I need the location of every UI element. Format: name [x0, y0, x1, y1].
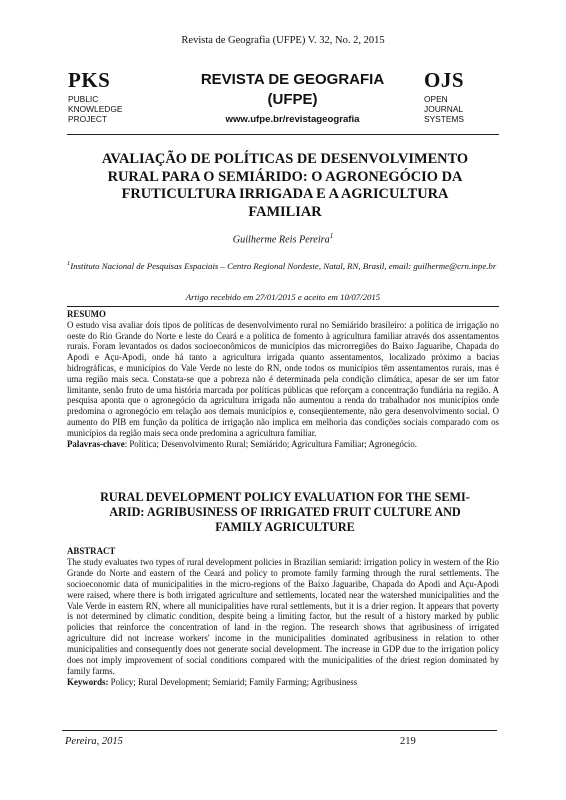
- journal-title: REVISTA DE GEOGRAFIA: [200, 71, 385, 88]
- pks-line: PROJECT: [68, 114, 108, 124]
- abstract-heading: ABSTRACT: [67, 546, 116, 556]
- journal-title-sub: (UFPE): [267, 91, 318, 108]
- author: [0, 232, 566, 245]
- title-line: RURAL DEVELOPMENT POLICY EVALUATION FOR THE SEMI-: [100, 490, 470, 504]
- pks-line: PUBLIC: [68, 94, 99, 104]
- resumo-heading: RESUMO: [67, 309, 106, 319]
- article-title-en: [70, 490, 500, 535]
- ojs-line: SYSTEMS: [424, 114, 465, 124]
- ojs-line: OPEN: [424, 94, 448, 104]
- running-header: Revista de Geografia (UFPE) V. 32, No. 2, 2015: [181, 35, 385, 46]
- masthead-divider: [67, 134, 499, 135]
- title-line: RURAL PARA O SEMIÁRIDO: O AGRONEGÓCIO DA: [107, 168, 463, 185]
- ojs-logo: OJS: [424, 68, 465, 92]
- affiliation: [67, 258, 499, 272]
- article-dates: Artigo recebido em 27/01/2015 e aceito em 10/07/2015: [185, 292, 381, 302]
- title-line: FRUTICULTURA IRRIGADA E A AGRICULTURA: [121, 186, 449, 202]
- keywords: [67, 677, 499, 688]
- abstract-section: [67, 546, 499, 688]
- resumo-divider: [67, 306, 499, 307]
- affiliation-text: Instituto Nacional de Pesquisas Espaciais – Centro Regional Nordeste, Natal, RN, Brasil, email: guilherme@crn.inpe.br: [70, 260, 497, 271]
- article-title-pt: [70, 151, 500, 221]
- author-name: Guilherme Reis Pereira: [232, 234, 330, 246]
- footer-divider: [62, 730, 497, 731]
- keywords-text: : Política; Desenvolvimento Rural; Semiárido; Agricultura Familiar; Agronegócio.: [124, 438, 418, 449]
- ojs-line: JOURNAL: [424, 104, 464, 114]
- title-line: FAMILIAR: [248, 203, 322, 220]
- journal-masthead: [180, 70, 405, 125]
- title-line: FAMILY AGRICULTURE: [215, 520, 355, 534]
- pks-logo-block: [68, 70, 122, 124]
- keywords-label: Palavras-chave: [67, 438, 125, 449]
- resumo-body: O estudo visa avaliar dois tipos de políticas de desenvolvimento rural no Semiárido brasileiro: a política de irrigação no oeste do Rio Grande do Norte e leste do Ceará e a política de fomento à agricultura familiar através dos assentamentos rurais. Foram levantados os dados socioeconômicos de municípios das microrregiões do Baixo Jaguaribe, Chapada do Apodi e Açu-Apodi, onde há tanto a agricultura irrigada quanto assentamentos, localizado próximo a bacias hidrográficas, e municípios do Vale Verde no leste do RN, onde todos os municípios têm assentamentos rurais, mas é uma região mais seca. Constata-se que a pobreza não é determinada pela condição climática, apesar de ser um fator limitante, senão fruto de uma história marcada por políticas públicas que reforçam a concentração fundiária na região. A pesquisa aponta que o agronegócio da agricultura irrigada não aumentou a renda do trabalhador nos municípios onde predomina o agronegócio em relação aos demais municípios e, conseqüentemente, não gera desenvolvimento social. O aumento do PIB em função da política de irrigação não implica em melhoria das condições sociais comparado com os municípios da região mais seca onde predomina a agricultura familiar.: [67, 319, 499, 438]
- author-sup: 1: [329, 232, 334, 240]
- palavras-chave: [67, 439, 499, 450]
- title-line: AVALIAÇÃO DE POLÍTICAS DE DESENVOLVIMENTO: [101, 151, 469, 167]
- title-line: ARID: AGRIBUSINESS OF IRRIGATED FRUIT CULTURE AND: [109, 505, 461, 519]
- resumo-section: [67, 309, 499, 449]
- keywords-text: Policy; Rural Development; Semiarid; Family Farming; Agribusiness: [108, 676, 358, 687]
- footer-author: Pereira, 2015: [65, 736, 123, 747]
- keywords-label: Keywords:: [67, 676, 109, 687]
- page-number: 219: [400, 736, 416, 747]
- ojs-logo-block: [424, 70, 464, 124]
- journal-url: www.ufpe.br/revistageografia: [225, 114, 360, 125]
- pks-logo: PKS: [68, 68, 111, 92]
- affiliation-sup: 1: [67, 260, 71, 267]
- abstract-body: The study evaluates two types of rural development policies in Brazilian semiarid: irrigation policy in western of the Rio Grande do Norte and eastern of the Ceará and policy to promote family farming through the rural settlements. The socioeconomic data of municipalities in the micro-regions of the Baixo Jaguaribe, Chapada do Apodi and Açu-Apodi were raised, where there is both irrigated agriculture and settlements, located near the watershed municipalities and the Vale Verde in eastern RN, where all municipalities have rural settlements, but it is a drier region. It appears that poverty is not determined by climatic condition, despite being a limiting factor, but the result of a history marked by public policies that reinforce the concentration of land in the region. The research shows that agribusiness of irrigated agriculture did not increase workers' income in the municipalities dominated agribusiness in relation to other municipalities and consequently does not generate social development. The increase in GDP due to the irrigation policy does not imply improvement of social conditions compared with the municipalities of the driest region dominated by family farms.: [67, 556, 499, 676]
- pks-line: KNOWLEDGE: [68, 104, 123, 114]
